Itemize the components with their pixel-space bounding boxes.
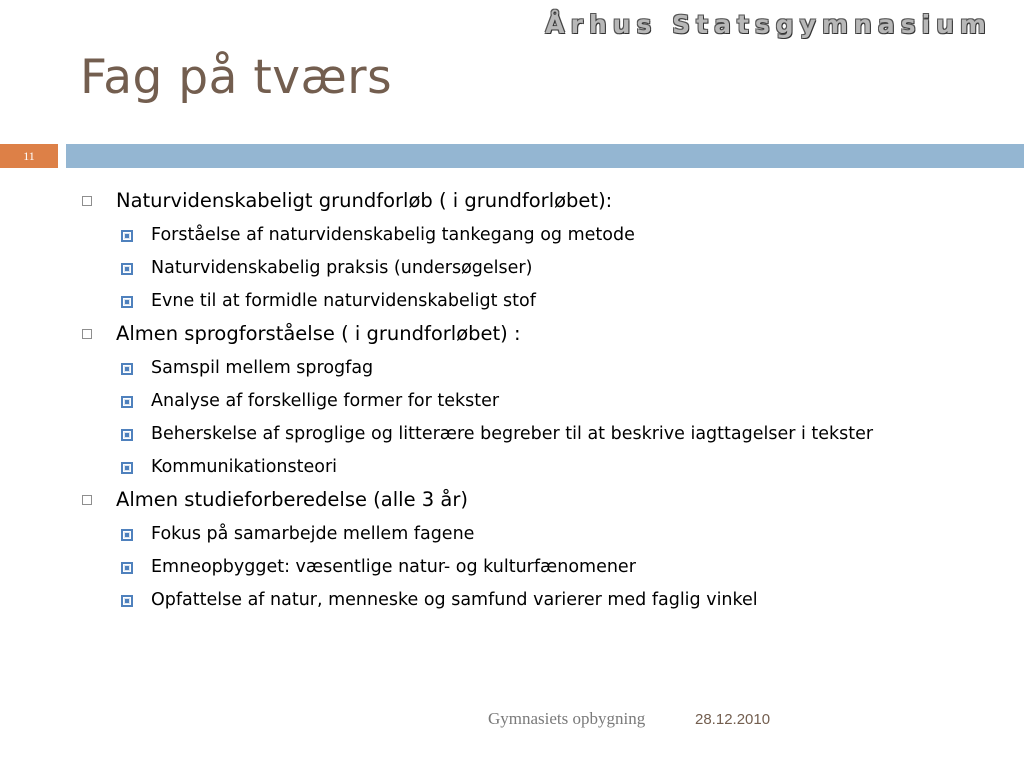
list-item-text: Kommunikationsteori — [151, 457, 338, 477]
filled-square-bullet-icon — [121, 363, 133, 375]
section-heading-text: Naturvidenskabeligt grundforløb ( i grundforløbet): — [116, 189, 613, 212]
filled-square-bullet-icon — [121, 562, 133, 574]
list-item — [80, 290, 960, 313]
list-item-text: Emneopbygget: væsentlige natur- og kulturfænomener — [151, 557, 636, 577]
list-item — [80, 589, 960, 612]
section-heading — [80, 187, 960, 214]
list-item-text: Analyse af forskellige former for tekster — [151, 391, 500, 411]
filled-square-bullet-icon — [121, 429, 133, 441]
list-item — [80, 390, 960, 413]
bullet-content — [80, 180, 960, 612]
list-item — [80, 224, 960, 247]
list-item — [80, 257, 960, 280]
list-item-text: Forståelse af naturvidenskabelig tankegang og metode — [151, 225, 635, 245]
hollow-square-bullet-icon — [82, 495, 92, 505]
footer-presentation-title: Gymnasiets opbygning — [488, 709, 646, 728]
section-heading — [80, 320, 960, 347]
list-item — [80, 556, 960, 579]
filled-square-bullet-icon — [121, 396, 133, 408]
list-item-text: Fokus på samarbejde mellem fagene — [151, 524, 475, 544]
list-item — [80, 523, 960, 546]
title-divider-bar — [66, 144, 1024, 168]
list-item-text: Evne til at formidle naturvidenskabeligt stof — [151, 291, 536, 311]
list-item-text: Beherskelse af sproglige og litterære begreber til at beskrive iagttagelser i tekster — [151, 424, 874, 444]
section-heading-text: Almen sprogforståelse ( i grundforløbet) : — [116, 322, 521, 345]
list-item-text: Opfattelse af natur, menneske og samfund varierer med faglig vinkel — [151, 590, 758, 610]
list-item-text: Naturvidenskabelig praksis (undersøgelser) — [151, 258, 533, 278]
section-heading — [80, 486, 960, 513]
list-item — [80, 456, 960, 479]
footer-date: 28.12.2010 — [695, 711, 771, 728]
list-item — [80, 357, 960, 380]
filled-square-bullet-icon — [121, 230, 133, 242]
school-logo-text: Århus Statsgymnasium — [545, 10, 992, 39]
list-item-text: Samspil mellem sprogfag — [151, 358, 374, 378]
filled-square-bullet-icon — [121, 595, 133, 607]
slide-number-badge: 11 — [0, 144, 58, 168]
hollow-square-bullet-icon — [82, 329, 92, 339]
slide-title: Fag på tværs — [80, 50, 393, 105]
section-heading-text: Almen studieforberedelse (alle 3 år) — [116, 488, 468, 511]
filled-square-bullet-icon — [121, 296, 133, 308]
hollow-square-bullet-icon — [82, 196, 92, 206]
filled-square-bullet-icon — [121, 462, 133, 474]
list-item — [80, 423, 960, 446]
filled-square-bullet-icon — [121, 529, 133, 541]
filled-square-bullet-icon — [121, 263, 133, 275]
